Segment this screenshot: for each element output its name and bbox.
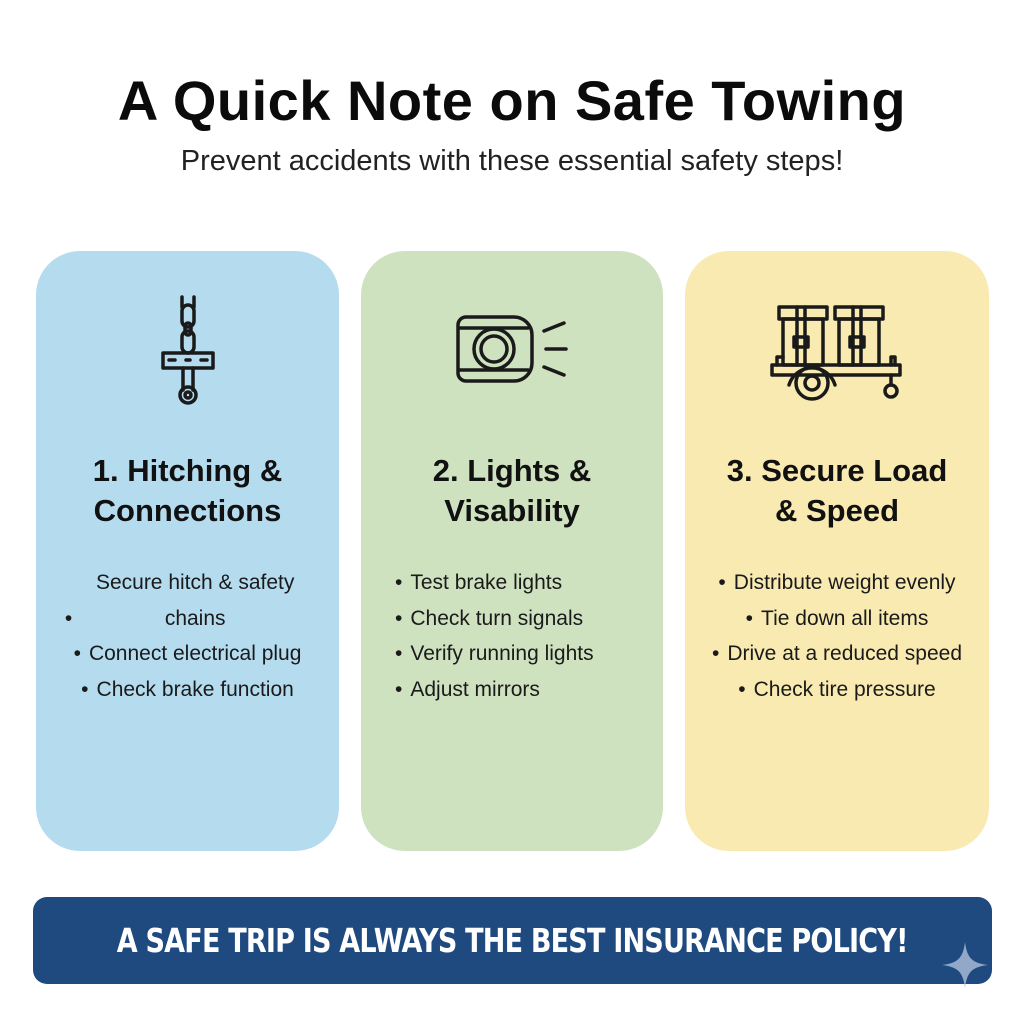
list-item: • Adjust mirrors <box>395 672 697 708</box>
card-lights <box>361 251 663 851</box>
card-title: 1. Hitching & Connections <box>92 453 283 528</box>
list-item: • Connect electrical plug <box>36 636 339 672</box>
list-item: • Secure hitch & safety chains <box>36 565 339 636</box>
checklist <box>36 565 339 707</box>
headlight-icon <box>361 291 663 411</box>
list-item: • Distribute weight evenly <box>685 565 989 601</box>
card-hitching <box>36 251 339 851</box>
list-item: • Verify running lights <box>395 636 697 672</box>
list-item: • Test brake lights <box>395 565 697 601</box>
card-title: 3. Secure Load & Speed <box>726 453 948 528</box>
card-load-speed <box>685 251 989 851</box>
checklist <box>361 565 697 707</box>
list-item: • Drive at a reduced speed <box>685 636 989 672</box>
card-title: 2. Lights & Visability <box>432 453 592 528</box>
loaded-trailer-icon <box>685 291 989 411</box>
banner-text: A SAFE TRIP IS ALWAYS THE BEST INSURANCE POLICY! <box>117 921 908 960</box>
page-subtitle: Prevent accidents with these essential safety steps! <box>180 145 844 177</box>
list-item: • Tie down all items <box>685 601 989 637</box>
list-item: • Check brake function <box>36 672 339 708</box>
list-item: • Check tire pressure <box>685 672 989 708</box>
checklist <box>685 565 989 707</box>
page-title: A Quick Note on Safe Towing <box>117 69 907 132</box>
footer-banner <box>33 897 992 984</box>
list-item: • Check turn signals <box>395 601 697 637</box>
hitch-chain-icon <box>36 291 339 411</box>
sparkle-icon <box>940 940 990 990</box>
